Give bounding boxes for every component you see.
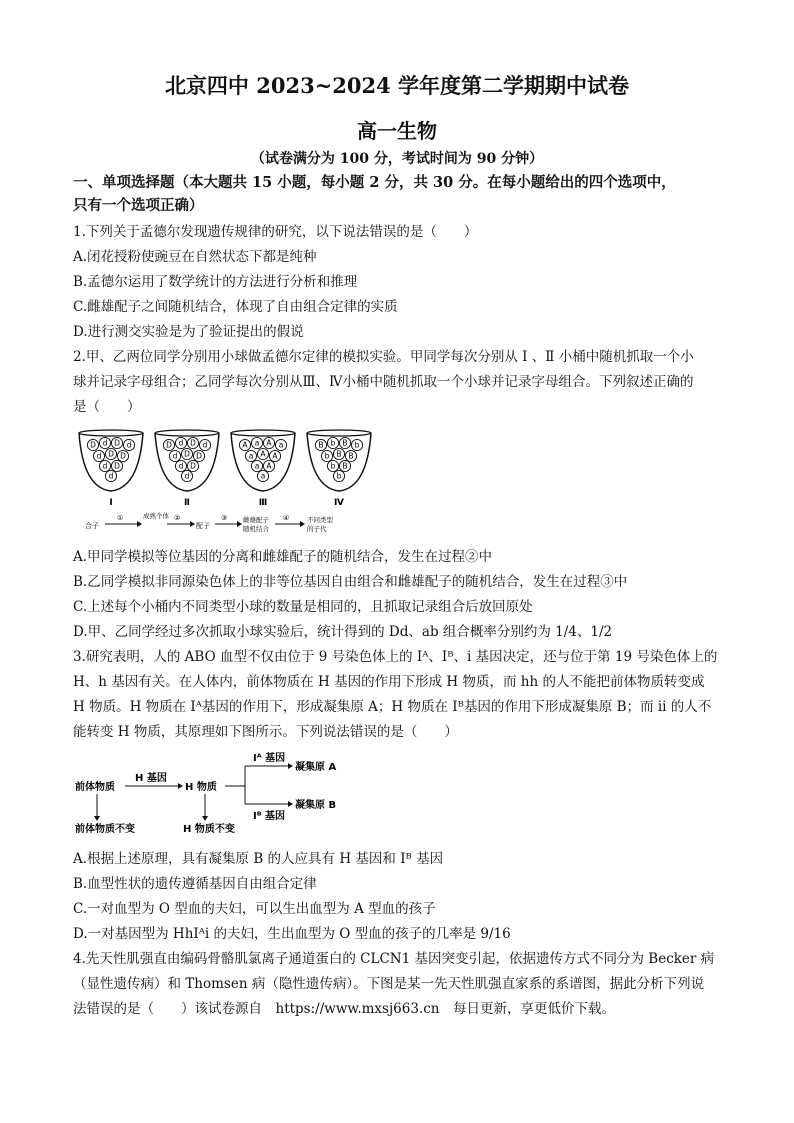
- question-2-option-c: C.上述每个小桶内不同类型小球的数量是相同的，且抓取记录组合后放回原处: [73, 599, 533, 615]
- ball-letter: A: [266, 461, 272, 471]
- h-gene-label: H 基因: [135, 773, 167, 784]
- question-2-option-b: B.乙同学模拟非同源染色体上的非等位基因自由组合和雌雄配子的随机结合，发生在过程③中: [73, 574, 628, 590]
- ball-letter: d: [172, 451, 178, 461]
- agglutinogen-b-label: 凝集原 B: [295, 800, 337, 811]
- ball-letter: d: [178, 438, 184, 448]
- process-node-3b: 随机结合: [243, 525, 269, 533]
- ball-letter: B: [342, 461, 348, 471]
- ball-letter: a: [248, 451, 254, 461]
- ball-letter: d: [178, 461, 184, 471]
- bucket-label: Ⅰ: [109, 498, 113, 508]
- question-1-option-b: B.孟德尔运用了数学统计的方法进行分析和推理: [73, 274, 358, 290]
- bucket-2: [155, 430, 219, 508]
- question-1-option-d: D.进行测交实验是为了验证提出的假说: [73, 324, 304, 340]
- ball-letter: B: [336, 449, 342, 459]
- ball-letter: a: [260, 471, 266, 481]
- agglutinogen-a-label: 凝集原 A: [295, 762, 337, 773]
- ball-letter: d: [102, 461, 108, 471]
- ball-letter: d: [126, 440, 132, 450]
- question-3-stem-4: 能转变 H 物质，其原理如下图所示。下列说法错误的是（ ）: [73, 724, 458, 740]
- ball-letter: D: [166, 440, 172, 450]
- ball-letter: A: [266, 438, 272, 448]
- ball-letter: B: [342, 438, 348, 448]
- bucket-4: [307, 430, 371, 508]
- ball-letter: D: [108, 449, 114, 459]
- ball-letter: D: [184, 449, 190, 459]
- ball-letter: D: [196, 451, 202, 461]
- question-3-option-b: B.血型性状的遗传遵循基因自由组合定律: [73, 876, 317, 892]
- question-3-stem-2: H、h 基因有关。在人体内，前体物质在 H 基因的作用下形成 H 物质，而 hh 的人不能把前体物质转变成: [73, 674, 705, 690]
- subject-title: 高一生物: [357, 119, 437, 143]
- bucket-label: Ⅱ: [184, 498, 190, 508]
- ball-letter: a: [254, 461, 260, 471]
- ball-letter: A: [260, 449, 266, 459]
- question-3-option-c: C.一对血型为 O 型血的夫妇，可以生出血型为 A 型血的孩子: [73, 901, 436, 917]
- ball-letter: b: [336, 471, 342, 481]
- process-node-2: 配子: [196, 522, 210, 530]
- bucket-1: [79, 430, 143, 508]
- process-step-1: ①: [117, 514, 124, 522]
- ball-letter: A: [272, 451, 278, 461]
- question-2-stem-cont: 球并记录字母组合；乙同学每次分别从Ⅲ、Ⅳ小桶中随机抓取一个小球并记录字母组合。下列叙述正确的: [73, 374, 694, 390]
- question-2-option-d: D.甲、乙同学经过多次抓取小球实验后，统计得到的 Dd、ab 组合概率分别约为 1/4、1/2: [73, 624, 613, 640]
- precursor-unchanged-label: 前体物质不变: [75, 824, 135, 835]
- question-1-option-c: C.雌雄配子之间随机结合，体现了自由组合定律的实质: [73, 299, 398, 315]
- ball-letter: D: [190, 461, 196, 471]
- process-step-4: ④: [283, 514, 290, 522]
- question-2-stem: 2.甲、乙两位同学分别用小球做孟德尔定律的模拟实验。甲同学每次分别从 Ⅰ 、Ⅱ 小桶中随机抓取一个小: [73, 349, 694, 365]
- h-substance-label: H 物质: [185, 782, 217, 793]
- process-step-3: ③: [221, 514, 228, 522]
- bucket-label: Ⅲ: [258, 498, 268, 508]
- ball-letter: b: [330, 438, 336, 448]
- process-start: 合子: [85, 522, 99, 530]
- precursor-label: 前体物质: [75, 782, 115, 793]
- question-3-stem: 3.研究表明，人的 ABO 血型不仅由位于 9 号染色体上的 Iᴬ、Iᴮ、i 基因决定，还与位于第 19 号染色体上的: [73, 649, 718, 665]
- blood-type-diagram: [75, 752, 355, 840]
- ball-letter: D: [114, 438, 120, 448]
- process-node-1: 成熟个体: [143, 512, 169, 520]
- question-3-stem-3: H 物质。H 物质在 Iᴬ基因的作用下，形成凝集原 A；H 物质在 Iᴮ基因的作用下形成凝集原 B；而 ii 的人不: [73, 699, 712, 715]
- ball-letter: A: [242, 440, 248, 450]
- ball-letter: d: [96, 451, 102, 461]
- bucket-figure: [75, 425, 375, 535]
- question-3-option-d: D.一对基因型为 HhIᴬi 的夫妇，生出血型为 O 型血的孩子的几率是 9/16: [73, 926, 511, 942]
- ball-letter: b: [330, 461, 336, 471]
- exam-note: （试卷满分为 100 分，考试时间为 90 分钟）: [250, 151, 544, 167]
- process-node-4a: 不同类型: [307, 516, 333, 524]
- ball-letter: a: [278, 440, 284, 450]
- question-1-stem: 1.下列关于孟德尔发现遗传规律的研究，以下说法错误的是（ ）: [73, 224, 478, 240]
- bucket-3: [231, 430, 295, 508]
- ball-letter: D: [190, 438, 196, 448]
- question-2-option-a: A.甲同学模拟等位基因的分离和雌雄配子的随机结合，发生在过程②中: [73, 549, 493, 565]
- process-node-4b: 的子代: [307, 525, 327, 533]
- ball-letter: b: [354, 440, 360, 450]
- exam-title: 北京四中 2023~2024 学年度第二学期期中试卷: [164, 73, 630, 98]
- process-step-2: ②: [174, 514, 181, 522]
- question-4-stem: 4.先天性肌强直由编码骨骼肌氯离子通道蛋白的 CLCN1 基因突变引起，依据遗传方式不同分为 Becker 病: [73, 951, 715, 967]
- ib-gene-label: Iᴮ 基因: [253, 811, 286, 822]
- ball-letter: B: [318, 440, 324, 450]
- ball-letter: d: [184, 471, 190, 481]
- question-3-option-a: A.根据上述原理，具有凝集原 B 的人应具有 H 基因和 Iᴮ 基因: [73, 851, 444, 867]
- question-1-option-a: A.闭花授粉使豌豆在自然状态下都是纯种: [73, 249, 317, 265]
- ball-letter: d: [108, 471, 114, 481]
- ball-letter: d: [202, 440, 208, 450]
- ball-letter: a: [254, 438, 260, 448]
- ball-letter: b: [324, 451, 330, 461]
- section-heading: 一、单项选择题（本大题共 15 小题，每小题 2 分，共 30 分。在每小题给出的四个选项中，: [73, 174, 676, 191]
- ball-letter: B: [348, 451, 354, 461]
- ball-letter: D: [114, 461, 120, 471]
- ia-gene-label: Iᴬ 基因: [253, 753, 286, 764]
- ball-letter: D: [120, 451, 126, 461]
- section-heading-cont: 只有一个选项正确）: [73, 197, 204, 214]
- ball-letter: D: [90, 440, 96, 450]
- question-2-stem-end: 是（ ）: [73, 399, 141, 415]
- bucket-label: Ⅳ: [334, 498, 344, 508]
- h-unchanged-label: H 物质不变: [183, 824, 235, 835]
- process-node-3a: 雌雄配子: [243, 516, 269, 524]
- question-4-stem-3: 法错误的是（ ）该试卷源自 https://www.mxsj663.cn 每日更新，享更低价下载。: [73, 1001, 615, 1017]
- process-flow: [85, 511, 334, 533]
- ball-letter: d: [102, 438, 108, 448]
- question-4-stem-2: （显性遗传病）和 Thomsen 病（隐性遗传病）。下图是某一先天性肌强直家系的系谱图，据此分析下列说: [73, 976, 705, 992]
